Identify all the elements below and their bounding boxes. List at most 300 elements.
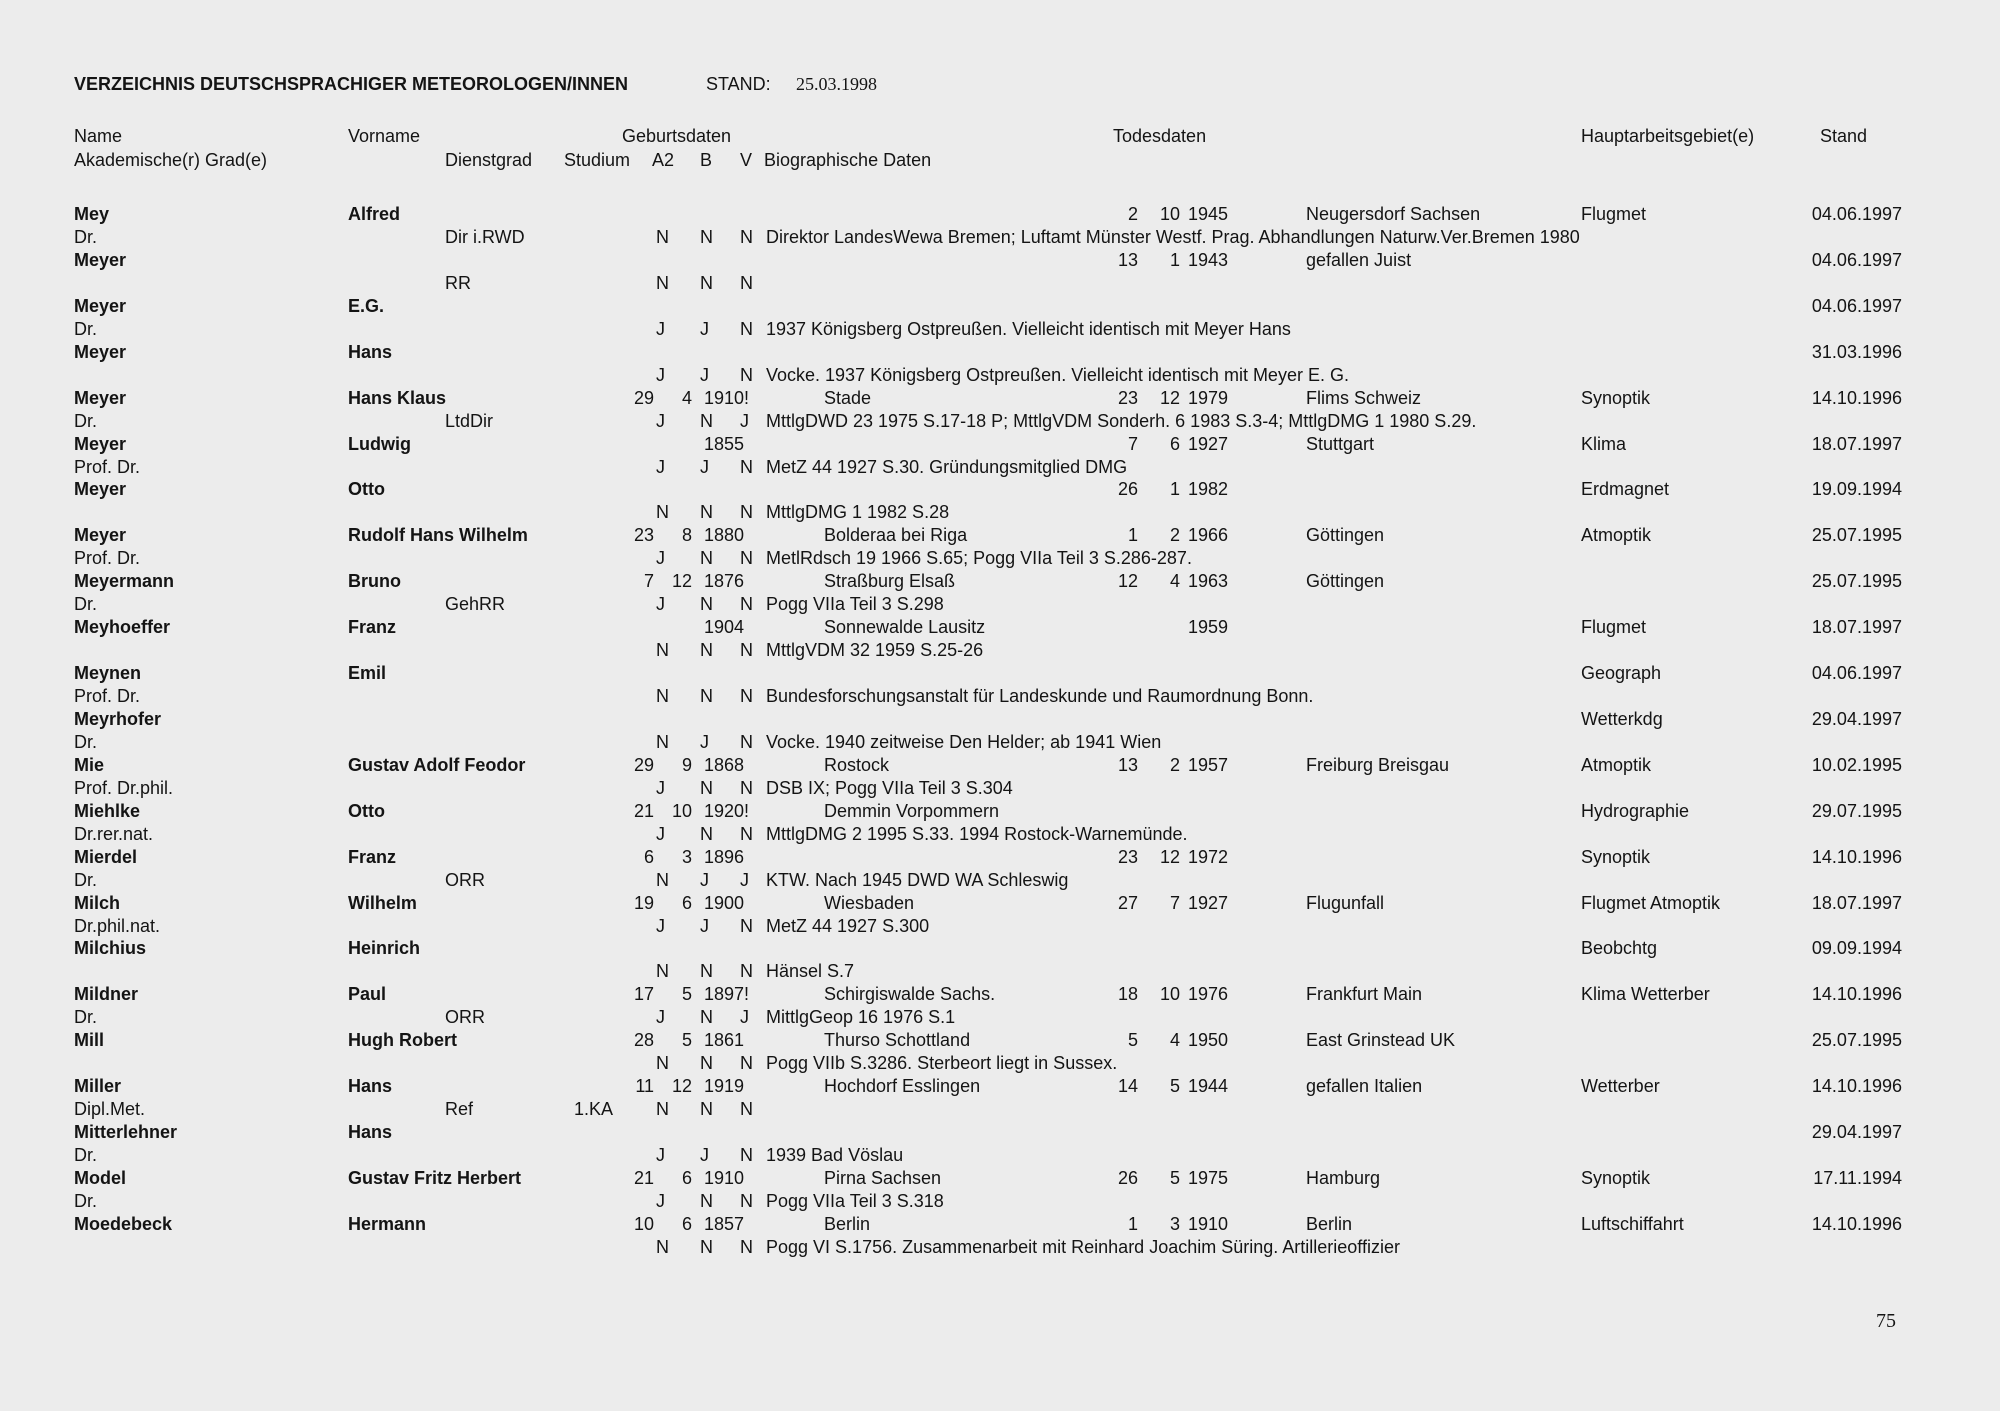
death-day: 26	[1117, 479, 1138, 499]
flag-a2: J	[656, 916, 665, 936]
col-geburtsdaten: Geburtsdaten	[622, 126, 732, 146]
birth-month: 12	[672, 571, 693, 591]
col-b: B	[700, 150, 713, 170]
biographical-data: MttlgVDM 32 1959 S.25-26	[766, 640, 984, 660]
flag-a2: N	[656, 961, 669, 981]
death-place: gefallen Italien	[1306, 1076, 1423, 1096]
work-field: Flugmet Atmoptik	[1581, 893, 1721, 913]
flag-b: J	[700, 319, 709, 339]
col-studium: Studium	[564, 150, 631, 170]
flag-a2: J	[656, 457, 665, 477]
biographical-data: KTW. Nach 1945 DWD WA Schleswig	[766, 870, 1069, 890]
work-field: Flugmet	[1581, 617, 1647, 637]
entry-name: Mitterlehner	[74, 1122, 178, 1142]
flag-b: N	[700, 548, 713, 568]
col-a2: A2	[652, 150, 675, 170]
flag-v: N	[740, 1237, 753, 1257]
birth-year: 1910	[704, 1168, 745, 1188]
death-day: 1	[1127, 525, 1138, 545]
death-year: 1927	[1188, 434, 1229, 454]
flag-v: J	[740, 411, 749, 431]
flag-v: N	[740, 686, 753, 706]
birth-year: 1876	[704, 571, 745, 591]
death-year: 1957	[1188, 755, 1229, 775]
entry-vorname: Gustav Fritz Herbert	[348, 1168, 522, 1188]
entry-stand: 31.03.1996	[1811, 342, 1902, 362]
service-rank: ORR	[445, 870, 485, 890]
entry-vorname: Paul	[348, 984, 387, 1004]
flag-b: N	[700, 1007, 713, 1027]
biographical-data: MttlgDMG 2 1995 S.33. 1994 Rostock-Warnemünde.	[766, 824, 1188, 844]
entry-stand: 04.06.1997	[1811, 296, 1902, 316]
flag-b: N	[700, 411, 713, 431]
entry-name: Mill	[74, 1030, 104, 1050]
flag-v: N	[740, 961, 753, 981]
academic-degree: Dr.	[74, 870, 98, 890]
entry-stand: 14.10.1996	[1811, 984, 1902, 1004]
service-rank: Ref	[445, 1099, 474, 1119]
birth-year: 1857	[704, 1214, 745, 1234]
col-stand: Stand	[1820, 126, 1868, 146]
flag-a2: N	[656, 640, 669, 660]
death-month: 2	[1169, 525, 1180, 545]
entry-name: Mey	[74, 204, 110, 224]
entry-stand: 25.07.1995	[1811, 525, 1902, 545]
entry-name: Model	[74, 1168, 126, 1188]
birth-day: 17	[633, 984, 654, 1004]
entry-name: Meyhoeffer	[74, 617, 171, 637]
flag-b: N	[700, 1053, 713, 1073]
work-field: Wetterber	[1581, 1076, 1660, 1096]
col-todesdaten: Todesdaten	[1113, 126, 1207, 146]
death-month: 5	[1169, 1168, 1180, 1188]
entry-vorname: Rudolf Hans Wilhelm	[348, 525, 528, 545]
biographical-data: Vocke. 1940 zeitweise Den Helder; ab 1941 Wien	[766, 732, 1162, 752]
service-rank: RR	[445, 273, 471, 293]
work-field: Erdmagnet	[1581, 479, 1670, 499]
entry-vorname: Franz	[348, 847, 397, 867]
death-place: Frankfurt Main	[1306, 984, 1423, 1004]
work-field: Beobchtg	[1581, 938, 1658, 958]
birth-day: 21	[633, 1168, 654, 1188]
flag-b: N	[700, 502, 713, 522]
death-year: 1975	[1188, 1168, 1229, 1188]
entry-vorname: Hans Klaus	[348, 388, 447, 408]
flag-a2: J	[656, 548, 665, 568]
work-field: Synoptik	[1581, 847, 1651, 867]
death-month: 1	[1169, 479, 1180, 499]
academic-degree: Prof. Dr.	[74, 686, 141, 706]
flag-b: N	[700, 1099, 713, 1119]
birth-place: Sonnewalde Lausitz	[824, 617, 986, 637]
entry-stand: 14.10.1996	[1811, 388, 1902, 408]
birth-year: 1897!	[704, 984, 750, 1004]
death-year: 1972	[1188, 847, 1229, 867]
flag-v: N	[740, 273, 753, 293]
study: 1.KA	[574, 1099, 614, 1119]
flag-b: J	[700, 365, 709, 385]
service-rank: LtdDir	[445, 411, 494, 431]
academic-degree: Dr.	[74, 1145, 98, 1165]
flag-b: J	[700, 732, 709, 752]
entry-vorname: Gustav Adolf Feodor	[348, 755, 526, 775]
flag-a2: J	[656, 824, 665, 844]
entry-stand: 04.06.1997	[1811, 250, 1902, 270]
academic-degree: Dr.	[74, 594, 98, 614]
work-field: Atmoptik	[1581, 525, 1652, 545]
entry-stand: 04.06.1997	[1811, 663, 1902, 683]
biographical-data: Bundesforschungsanstalt für Landeskunde und Raumordnung Bonn.	[766, 686, 1314, 706]
flag-v: N	[740, 778, 753, 798]
death-day: 12	[1117, 571, 1138, 591]
flag-a2: N	[656, 1237, 669, 1257]
flag-v: N	[740, 319, 753, 339]
entry-name: Mildner	[74, 984, 139, 1004]
flag-b: J	[700, 870, 709, 890]
biographical-data: 1939 Bad Vöslau	[766, 1145, 904, 1165]
death-place: Flims Schweiz	[1306, 388, 1422, 408]
academic-degree: Prof. Dr.phil.	[74, 778, 174, 798]
flag-a2: J	[656, 319, 665, 339]
biographical-data: MittlgGeop 16 1976 S.1	[766, 1007, 956, 1027]
entry-name: Meyermann	[74, 571, 175, 591]
flag-b: J	[700, 1145, 709, 1165]
flag-a2: N	[656, 273, 669, 293]
flag-a2: N	[656, 502, 669, 522]
entry-name: Milchius	[74, 938, 147, 958]
birth-day: 11	[635, 1076, 654, 1096]
death-place: Berlin	[1306, 1214, 1353, 1234]
entry-stand: 25.07.1995	[1811, 1030, 1902, 1050]
academic-degree: Dr.phil.nat.	[74, 916, 161, 936]
flag-v: J	[740, 1007, 749, 1027]
death-year: 1963	[1188, 571, 1229, 591]
col-bio: Biographische Daten	[764, 150, 932, 170]
flag-b: N	[700, 778, 713, 798]
biographical-data: DSB IX; Pogg VIIa Teil 3 S.304	[766, 778, 1013, 798]
flag-b: N	[700, 1191, 713, 1211]
flag-a2: J	[656, 594, 665, 614]
entry-vorname: Hugh Robert	[348, 1030, 457, 1050]
death-day: 23	[1117, 388, 1138, 408]
death-year: 1943	[1188, 250, 1229, 270]
birth-place: Stade	[824, 388, 872, 408]
birth-month: 5	[681, 1030, 692, 1050]
flag-v: N	[740, 732, 753, 752]
birth-year: 1861	[704, 1030, 745, 1050]
birth-day: 28	[633, 1030, 654, 1050]
death-year: 1950	[1188, 1030, 1229, 1050]
work-field: Synoptik	[1581, 1168, 1651, 1188]
birth-year: 1868	[704, 755, 745, 775]
flag-b: J	[700, 916, 709, 936]
entry-name: Mierdel	[74, 847, 138, 867]
service-rank: GehRR	[445, 594, 506, 614]
entry-name: Moedebeck	[74, 1214, 173, 1234]
entry-stand: 14.10.1996	[1811, 1214, 1902, 1234]
birth-month: 4	[681, 388, 692, 408]
flag-v: N	[740, 1053, 753, 1073]
entry-name: Meyrhofer	[74, 709, 162, 729]
death-place: gefallen Juist	[1306, 250, 1412, 270]
col-vorname: Vorname	[348, 126, 421, 146]
death-year: 1927	[1188, 893, 1229, 913]
flag-v: N	[740, 502, 753, 522]
col-name: Name	[74, 126, 123, 146]
entry-vorname: Hans	[348, 1122, 393, 1142]
work-field: Synoptik	[1581, 388, 1651, 408]
death-month: 12	[1160, 388, 1181, 408]
entry-stand: 29.04.1997	[1811, 709, 1902, 729]
col-grad: Akademische(r) Grad(e)	[74, 150, 268, 170]
academic-degree: Dr.	[74, 411, 98, 431]
flag-v: N	[740, 640, 753, 660]
death-place: Göttingen	[1306, 571, 1385, 591]
entry-vorname: Ludwig	[348, 434, 411, 454]
flag-b: N	[700, 1237, 713, 1257]
entry-stand: 04.06.1997	[1811, 204, 1902, 224]
stand-label: STAND:	[706, 74, 771, 94]
flag-v: N	[740, 227, 753, 247]
death-day: 2	[1127, 204, 1138, 224]
flag-b: N	[700, 273, 713, 293]
page-title: VERZEICHNIS DEUTSCHSPRACHIGER METEOROLOGEN/INNEN	[74, 74, 629, 94]
entry-stand: 29.07.1995	[1811, 801, 1902, 821]
academic-degree: Prof. Dr.	[74, 548, 141, 568]
flag-v: N	[740, 1145, 753, 1165]
work-field: Klima Wetterber	[1581, 984, 1710, 1004]
birth-year: 1855	[704, 434, 745, 454]
flag-b: N	[700, 824, 713, 844]
death-day: 26	[1117, 1168, 1138, 1188]
birth-place: Rostock	[824, 755, 890, 775]
death-day: 18	[1117, 984, 1138, 1004]
entry-stand: 19.09.1994	[1811, 479, 1902, 499]
birth-year: 1910!	[704, 388, 750, 408]
birth-day: 7	[643, 571, 654, 591]
flag-b: N	[700, 686, 713, 706]
birth-day: 29	[633, 755, 654, 775]
entry-stand: 17.11.1994	[1813, 1168, 1902, 1188]
flag-v: N	[740, 916, 753, 936]
entry-stand: 10.02.1995	[1811, 755, 1902, 775]
death-year: 1910	[1188, 1214, 1229, 1234]
birth-year: 1919	[704, 1076, 745, 1096]
academic-degree: Dr.	[74, 319, 98, 339]
entry-vorname: Alfred	[348, 204, 401, 224]
birth-day: 21	[633, 801, 654, 821]
entry-vorname: Emil	[348, 663, 387, 683]
academic-degree: Dr.	[74, 1007, 98, 1027]
biographical-data: Hänsel S.7	[766, 961, 855, 981]
birth-year: 1880	[704, 525, 745, 545]
entry-vorname: Hans	[348, 1076, 393, 1096]
death-day: 1	[1127, 1214, 1138, 1234]
flag-a2: J	[656, 365, 665, 385]
work-field: Hydrographie	[1581, 801, 1690, 821]
death-month: 4	[1169, 571, 1180, 591]
entry-vorname: Heinrich	[348, 938, 421, 958]
birth-year: 1900	[704, 893, 745, 913]
birth-day: 29	[633, 388, 654, 408]
flag-a2: N	[656, 227, 669, 247]
birth-place: Pirna Sachsen	[824, 1168, 942, 1188]
biographical-data: Pogg VIIa Teil 3 S.298	[766, 594, 944, 614]
biographical-data: Vocke. 1937 Königsberg Ostpreußen. Vielleicht identisch mit Meyer E. G.	[766, 365, 1349, 385]
flag-v: N	[740, 1099, 753, 1119]
flag-v: N	[740, 548, 753, 568]
death-place: Freiburg Breisgau	[1306, 755, 1450, 775]
entry-stand: 25.07.1995	[1811, 571, 1902, 591]
flag-a2: N	[656, 870, 669, 890]
death-month: 1	[1169, 250, 1180, 270]
biographical-data: 1937 Königsberg Ostpreußen. Vielleicht identisch mit Meyer Hans	[766, 319, 1291, 339]
academic-degree: Prof. Dr.	[74, 457, 141, 477]
entry-name: Miller	[74, 1076, 122, 1096]
flag-b: J	[700, 457, 709, 477]
birth-place: Berlin	[824, 1214, 871, 1234]
flag-a2: N	[656, 1099, 669, 1119]
birth-month: 3	[681, 847, 692, 867]
entry-stand: 14.10.1996	[1811, 1076, 1902, 1096]
death-day: 23	[1117, 847, 1138, 867]
flag-v: N	[740, 365, 753, 385]
work-field: Flugmet	[1581, 204, 1647, 224]
death-year: 1979	[1188, 388, 1229, 408]
flag-b: N	[700, 961, 713, 981]
death-month: 4	[1169, 1030, 1180, 1050]
entry-name: Meyer	[74, 342, 127, 362]
entry-stand: 18.07.1997	[1811, 893, 1902, 913]
birth-day: 19	[633, 893, 654, 913]
flag-v: N	[740, 824, 753, 844]
entry-name: Meyer	[74, 434, 127, 454]
biographical-data: MetZ 44 1927 S.300	[766, 916, 930, 936]
entry-name: Mie	[74, 755, 105, 775]
birth-year: 1920!	[704, 801, 750, 821]
entry-vorname: Hans	[348, 342, 393, 362]
flag-v: J	[740, 870, 749, 890]
death-month: 10	[1160, 204, 1181, 224]
entry-name: Meyer	[74, 388, 127, 408]
death-year: 1976	[1188, 984, 1229, 1004]
entry-name: Meyer	[74, 479, 127, 499]
birth-year: 1896	[704, 847, 745, 867]
biographical-data: Pogg VI S.1756. Zusammenarbeit mit Reinhard Joachim Süring. Artillerieoffizier	[766, 1237, 1400, 1257]
death-day: 27	[1117, 893, 1138, 913]
flag-v: N	[740, 457, 753, 477]
flag-a2: N	[656, 732, 669, 752]
flag-b: N	[700, 227, 713, 247]
entry-name: Meyer	[74, 250, 127, 270]
birth-month: 5	[681, 984, 692, 1004]
birth-month: 8	[681, 525, 692, 545]
death-month: 2	[1169, 755, 1180, 775]
death-month: 7	[1169, 893, 1180, 913]
flag-a2: J	[656, 1191, 665, 1211]
entry-name: Milch	[74, 893, 121, 913]
death-place: Göttingen	[1306, 525, 1385, 545]
entry-name: Meyer	[74, 525, 127, 545]
biographical-data: Pogg VIIa Teil 3 S.318	[766, 1191, 944, 1211]
birth-month: 6	[681, 893, 692, 913]
academic-degree: Dr.	[74, 1191, 98, 1211]
birth-place: Hochdorf Esslingen	[824, 1076, 981, 1096]
entry-vorname: Franz	[348, 617, 397, 637]
entry-vorname: Bruno	[348, 571, 401, 591]
work-field: Geograph	[1581, 663, 1662, 683]
birth-year: 1904	[704, 617, 745, 637]
death-day: 7	[1127, 434, 1138, 454]
death-month: 10	[1160, 984, 1181, 1004]
page-number: 75	[1876, 1310, 1896, 1332]
birth-place: Schirgiswalde Sachs.	[824, 984, 996, 1004]
stand-date: 25.03.1998	[796, 74, 877, 94]
col-v: V	[740, 150, 753, 170]
birth-place: Thurso Schottland	[824, 1030, 971, 1050]
death-place: Stuttgart	[1306, 434, 1375, 454]
death-place: Flugunfall	[1306, 893, 1385, 913]
death-day: 5	[1127, 1030, 1138, 1050]
entry-vorname: E.G.	[348, 296, 385, 316]
work-field: Wetterkdg	[1581, 709, 1663, 729]
birth-month: 6	[681, 1214, 692, 1234]
entry-stand: 09.09.1994	[1811, 938, 1902, 958]
birth-month: 12	[672, 1076, 693, 1096]
birth-month: 9	[681, 755, 692, 775]
entry-vorname: Hermann	[348, 1214, 427, 1234]
flag-a2: N	[656, 686, 669, 706]
flag-a2: N	[656, 1053, 669, 1073]
birth-place: Straßburg Elsaß	[824, 571, 956, 591]
academic-degree: Dr.	[74, 732, 98, 752]
entry-stand: 18.07.1997	[1811, 434, 1902, 454]
work-field: Klima	[1581, 434, 1627, 454]
death-year: 1944	[1188, 1076, 1229, 1096]
flag-v: N	[740, 594, 753, 614]
death-day: 13	[1117, 250, 1138, 270]
academic-degree: Dr.	[74, 227, 98, 247]
col-dienstgrad: Dienstgrad	[445, 150, 533, 170]
flag-a2: J	[656, 778, 665, 798]
entry-stand: 29.04.1997	[1811, 1122, 1902, 1142]
death-place: Neugersdorf Sachsen	[1306, 204, 1481, 224]
academic-degree: Dipl.Met.	[74, 1099, 146, 1119]
death-day: 14	[1117, 1076, 1138, 1096]
birth-day: 10	[633, 1214, 654, 1234]
flag-v: N	[740, 1191, 753, 1211]
death-year: 1959	[1188, 617, 1229, 637]
work-field: Atmoptik	[1581, 755, 1652, 775]
death-place: East Grinstead UK	[1306, 1030, 1456, 1050]
academic-degree: Dr.rer.nat.	[74, 824, 154, 844]
death-month: 6	[1169, 434, 1180, 454]
biographical-data: MttlgDWD 23 1975 S.17-18 P; MttlgVDM Sonderh. 6 1983 S.3-4; MttlgDMG 1 1980 S.29.	[766, 411, 1477, 431]
flag-a2: J	[656, 411, 665, 431]
birth-place: Wiesbaden	[824, 893, 915, 913]
entry-vorname: Wilhelm	[348, 893, 417, 913]
work-field: Luftschiffahrt	[1581, 1214, 1684, 1234]
entry-vorname: Otto	[348, 801, 385, 821]
flag-b: N	[700, 640, 713, 660]
flag-b: N	[700, 594, 713, 614]
birth-place: Bolderaa bei Riga	[824, 525, 968, 545]
entry-name: Miehlke	[74, 801, 141, 821]
biographical-data: MttlgDMG 1 1982 S.28	[766, 502, 950, 522]
entry-stand: 18.07.1997	[1811, 617, 1902, 637]
entry-name: Meyer	[74, 296, 127, 316]
death-year: 1945	[1188, 204, 1229, 224]
